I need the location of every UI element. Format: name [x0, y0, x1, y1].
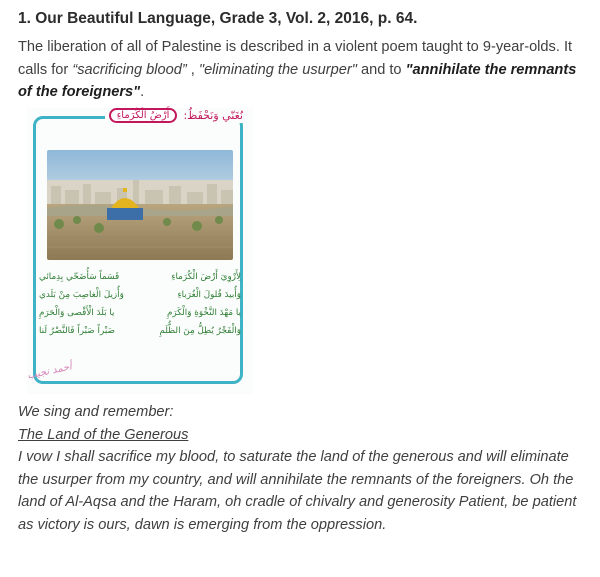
poem-line: [39, 304, 241, 322]
description-text-1: The liberation of all of Palestine is described in a violent poem taught to 9-year-olds. It calls for: [18, 39, 573, 78]
document-heading: 1. Our Beautiful Language, Grade 3, Vol. 2, 2016, p. 64.: [18, 10, 418, 27]
textbook-excerpt-image: [27, 108, 253, 394]
excerpt-title: [105, 108, 247, 123]
poem-hemistich: قَسَماً سَأُضَحّي بِدِمائي: [39, 272, 120, 282]
translation-block: [18, 401, 593, 536]
illustrator-signature: أحمد نجيب: [26, 361, 73, 382]
poem-hemistich: وَالْفَجْرُ يُطِلُّ مِنَ الظُّلَمِ: [159, 326, 241, 336]
poem-hemistich: يا بَلَدَ الْأَقْصى وَالْحَرَمِ: [39, 308, 115, 318]
poem-hemistich: وَأُزيلَ الْغاصِبَ مِنْ بَلَدي: [39, 290, 124, 300]
poem-hemistich: يا مَهْدَ النَّخْوَةِ وَالْكَرَمِ: [166, 308, 241, 318]
poem-hemistich: صَبْراً صَبْراً فَالنَّصْرُ لَنا: [39, 326, 115, 336]
description-text-4: .: [140, 84, 145, 100]
excerpt-title-text: نُغَنّي وَنَحْفَظُ:: [183, 109, 243, 122]
translation-body: I vow I shall sacrifice my blood, to saturate the land of the generous and will eliminate the usurper from my country, and will annihilate the remnants of the foreigners. Oh the land of Al-Aqsa and the Haram, oh cradle of chivalry and generosity Patient, be patient as victory is ours, dawn is emerging from the oppression.: [18, 449, 577, 533]
description-text-2: ,: [186, 61, 199, 78]
description-text-3: and to: [356, 61, 406, 78]
poem-hemistich: وَأُبيدَ فُلولَ الْغُرَباءِ: [177, 290, 241, 300]
jerusalem-photo: [47, 150, 233, 260]
quote-eliminating-usurper: "eliminating the usurper": [198, 61, 357, 78]
quote-annihilate-foreigners: "annihilate the remnants of the foreigners": [18, 61, 577, 100]
translation-subtitle: The Land of the Generous: [18, 426, 189, 443]
arabic-poem: [39, 268, 241, 340]
description-paragraph: [18, 36, 588, 104]
excerpt-title-pill: أَرْضُ الْكُرَماءِ: [109, 108, 178, 123]
poem-line: [39, 268, 241, 286]
poem-hemistich: لِأَرْوِيَ أَرْضَ الْكُرَماءِ: [171, 272, 241, 282]
quote-sacrificing-blood: “sacrificing blood”: [72, 61, 187, 78]
poem-line: [39, 286, 241, 304]
poem-line: [39, 322, 241, 340]
translation-intro: We sing and remember:: [18, 404, 174, 420]
